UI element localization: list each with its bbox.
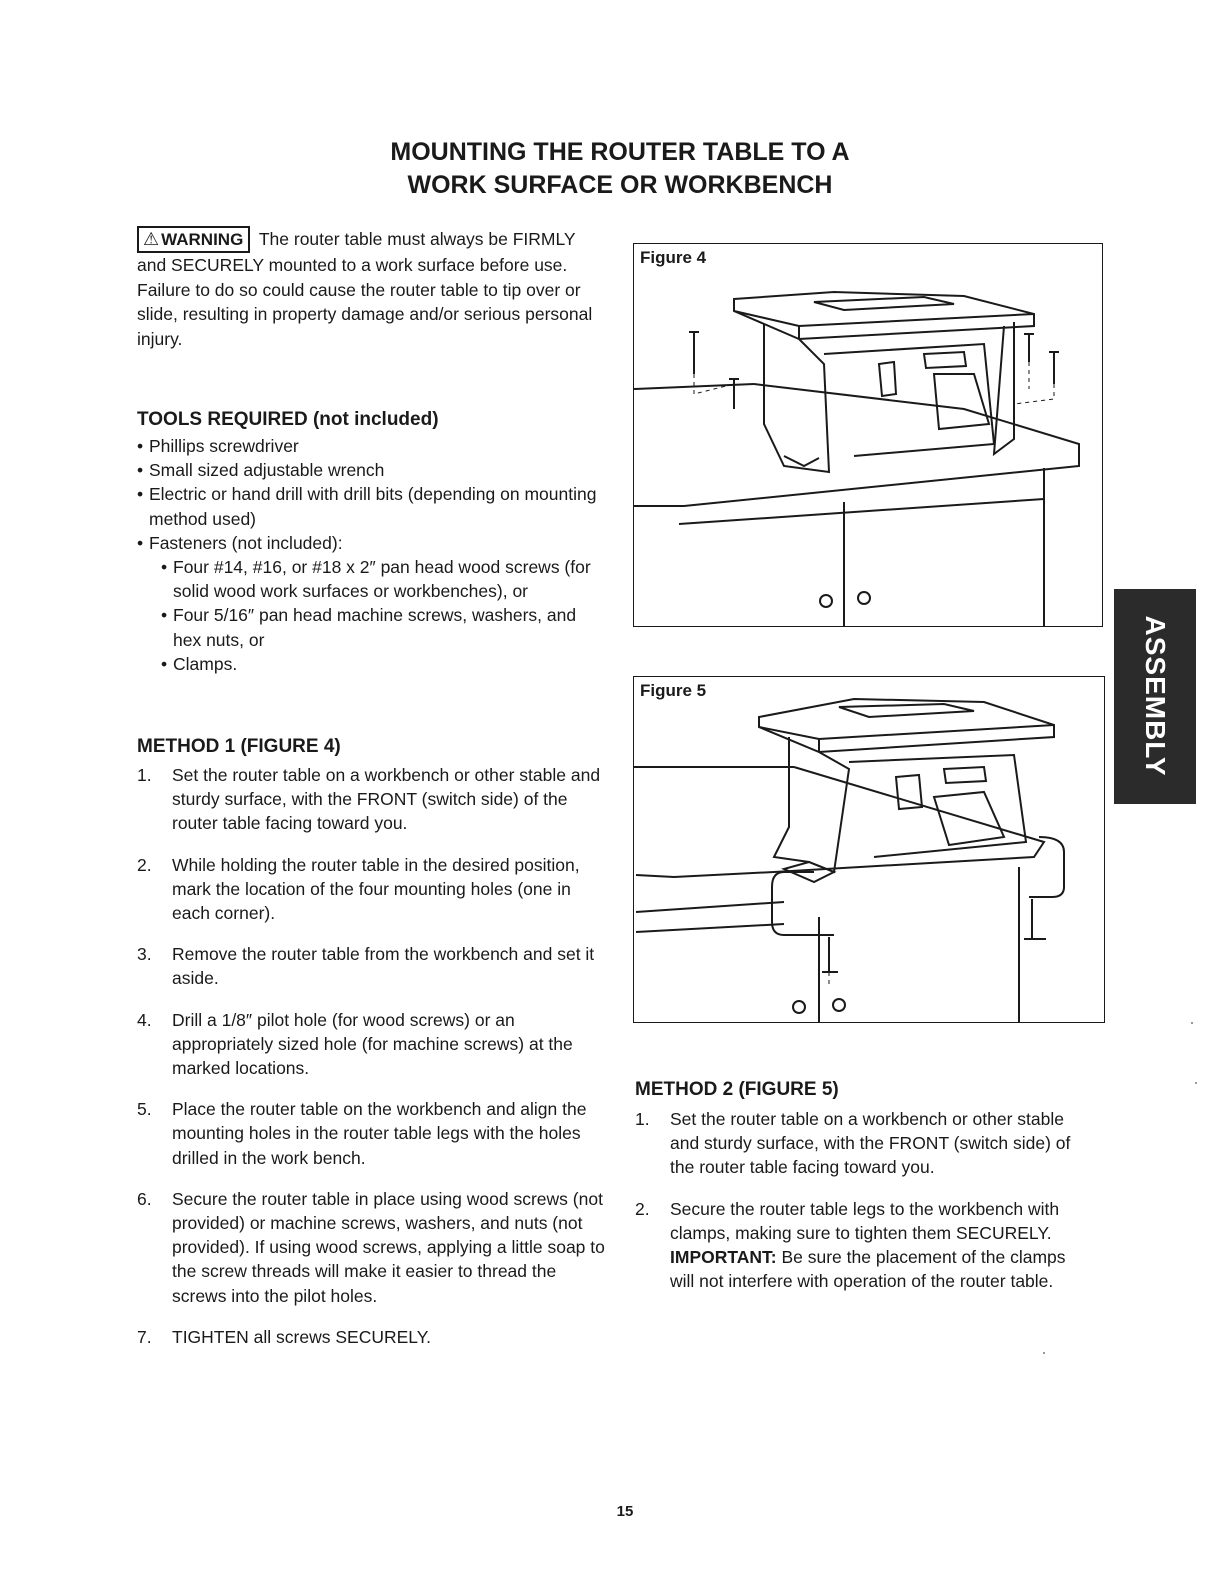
scan-speck [1191,1022,1193,1024]
step-text: Place the router table on the workbench and align the mounting holes in the router table legs with the holes drilled in the work bench. [172,1099,587,1168]
step-text: TIGHTEN all screws SECURELY. [172,1326,431,1347]
method1-steps [137,763,607,1349]
tools-heading-note: (not included) [312,409,439,430]
tools-item [137,531,607,676]
step-text: Set the router table on a workbench or other stable and sturdy surface, with the FRONT (switch side) of the router table facing toward you. [670,1109,1071,1178]
figure-4-label: Figure 4 [640,248,707,267]
tools-heading [137,408,439,432]
method1-step [137,942,607,990]
figure-5 [633,676,1105,1023]
method2-steps [635,1107,1085,1293]
method1-step [137,853,607,926]
figure-4-illustration [634,244,1102,626]
step-text: Remove the router table from the workbench and set it aside. [172,944,595,989]
warning-block [137,226,607,351]
method1-step [137,1325,607,1349]
method1-step [137,1008,607,1081]
tools-item: • Small sized adjustable wrench [137,458,607,482]
section-side-tab-label: ASSEMBLY [1140,615,1171,777]
figure-5-label: Figure 5 [640,681,707,700]
step-text: Drill a 1/8″ pilot hole (for wood screws) or an appropriately sized hole (for machine screws) at the marked locations. [172,1009,573,1079]
method1-step [137,1097,607,1170]
step-number: 4. [137,1009,152,1030]
page-title-line-1: MOUNTING THE ROUTER TABLE TO A [390,138,850,166]
fastener-item: • Four 5/16″ pan head machine screws, washers, and hex nuts, or [161,603,607,651]
method2-step [635,1197,1085,1294]
step-number: 2. [635,1198,650,1219]
page-title-line-2: WORK SURFACE OR WORKBENCH [407,171,833,199]
step-number: 1. [137,765,152,785]
warning-triangle-icon: ⚠ [143,229,160,249]
step-number: 3. [137,944,152,965]
fastener-item: • Clamps. [161,652,607,676]
fasteners-list [149,555,607,676]
method1-heading: METHOD 1 (FIGURE 4) [137,736,341,757]
tools-item: • Phillips screwdriver [137,434,607,458]
figure-5-illustration [634,677,1104,1022]
tools-list [137,434,607,676]
method2-heading: METHOD 2 (FIGURE 5) [635,1079,839,1100]
section-side-tab [1114,589,1196,804]
important-label: IMPORTANT: [670,1247,777,1268]
step-number: 5. [137,1099,152,1120]
step-text: Secure the router table legs to the workbench with clamps, making sure to tighten them SECURELY. [670,1198,1060,1243]
figure-4 [633,243,1103,627]
warning-label: WARNING [161,230,244,249]
warning-badge [137,226,250,253]
step-number: 7. [137,1326,152,1347]
method1-step [137,1187,607,1308]
scan-speck [1195,1082,1197,1084]
step-number: 6. [137,1188,152,1209]
step-text: While holding the router table in the desired position, mark the location of the four mounting holes (one in each corner). [172,854,580,924]
method2-step [635,1107,1085,1180]
scan-speck [1043,1352,1045,1354]
fasteners-label: Fasteners (not included): [149,532,343,553]
tools-item: • Electric or hand drill with drill bits (depending on mounting method used) [137,482,607,530]
warning-text: The router table must always be FIRMLY and SECURELY mounted to a work surface before use. Failure to do so could cause the router table to tip over or slide, resulting in property damage and/or serious personal injury. [137,229,593,349]
step-text: Secure the router table in place using wood screws (not provided) or machine screws, washers, and nuts (not provided). If using wood screws, applying a little soap to the screw threads will make it easier to thread the screws into the pilot holes. [172,1188,605,1306]
method1-step [137,763,607,836]
tools-heading-label: TOOLS REQUIRED [137,409,308,430]
step-number: 1. [635,1109,650,1129]
step-number: 2. [137,854,152,875]
step-text: Set the router table on a workbench or other stable and sturdy surface, with the FRONT (switch side) of the router table facing toward you. [172,765,601,834]
important-text: Be sure the placement of the clamps will not interfere with operation of the router table. [670,1247,1066,1292]
fastener-item: • Four #14, #16, or #18 x 2″ pan head wood screws (for solid wood work surfaces or workbenches), or [161,555,607,603]
page-number: 15 [616,1503,634,1520]
page-title [280,136,960,202]
